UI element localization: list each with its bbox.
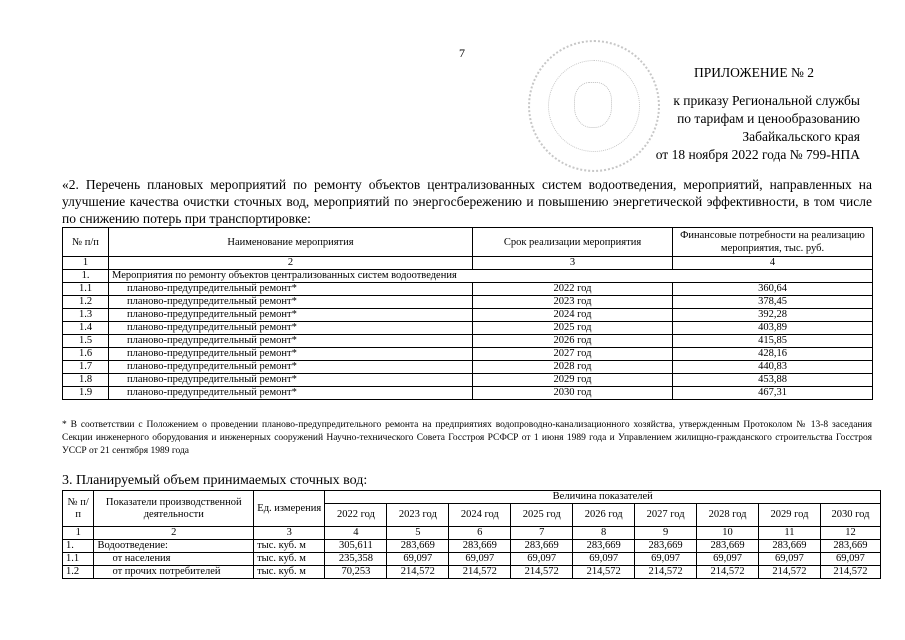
value-cell: 214,572 [820,566,880,579]
column-number: 4 [325,527,387,540]
column-number: 2 [109,257,473,270]
row-number: 1.6 [63,348,109,361]
page-number: 7 [459,46,465,60]
column-header: № п/п [63,228,109,257]
financial-amount: 392,28 [673,309,873,322]
financial-amount: 428,16 [673,348,873,361]
appendix-line: по тарифам и ценообразованию [677,111,860,126]
measure-name: планово-предупредительный ремонт* [109,361,473,374]
table-row [63,322,873,335]
table-row [63,348,873,361]
section2-heading: «2. Перечень плановых мероприятий по ремонту объектов централизованных систем водоотведения, мероприятий, направленных на улучшение качества очистки сточных вод, мероприятий по энергосбережению и повышению энергетической эффективности, в том числе по снижению потерь при транспортировке: [62,177,872,226]
column-number: 6 [449,527,511,540]
financial-amount: 415,85 [673,335,873,348]
financial-amount: 360,64 [673,283,873,296]
implementation-period: 2027 год [473,348,673,361]
value-cell: 283,669 [387,540,449,553]
value-cell: 305,611 [325,540,387,553]
value-cell: 69,097 [820,553,880,566]
row-number: 1.4 [63,322,109,335]
measure-name: планово-предупредительный ремонт* [109,374,473,387]
implementation-period: 2030 год [473,387,673,400]
value-cell: 283,669 [820,540,880,553]
measure-name: планово-предупредительный ремонт* [109,348,473,361]
column-number: 10 [697,527,759,540]
row-number: 1.3 [63,309,109,322]
column-number: 5 [387,527,449,540]
table-row [63,283,873,296]
value-cell: 235,358 [325,553,387,566]
appendix-line: к приказу Региональной службы [673,93,860,108]
value-cell: 69,097 [697,553,759,566]
value-cell: 283,669 [449,540,511,553]
column-header: Величина показателей [325,491,881,504]
table-row [63,309,873,322]
appendix-line: Забайкальского края [742,129,860,144]
value-cell: 283,669 [635,540,697,553]
column-number: 2 [94,527,254,540]
value-cell: 283,669 [759,540,821,553]
appendix-header [560,64,860,164]
year-header: 2024 год [449,504,511,527]
value-cell: 69,097 [511,553,573,566]
appendix-line: от 18 ноября 2022 года № 799-НПА [655,147,860,162]
year-header: 2026 год [573,504,635,527]
unit: тыс. куб. м [254,540,325,553]
financial-amount: 440,83 [673,361,873,374]
indicator-name: Водоотведение: [94,540,254,553]
column-header: Показатели производственной деятельности [94,491,254,527]
indicator-name: от прочих потребителей [94,566,254,579]
value-cell: 214,572 [511,566,573,579]
value-cell: 283,669 [573,540,635,553]
measure-name: планово-предупредительный ремонт* [109,296,473,309]
year-header: 2025 год [511,504,573,527]
row-number: 1.1 [63,553,94,566]
column-header: Наименование мероприятия [109,228,473,257]
unit: тыс. куб. м [254,566,325,579]
implementation-period: 2022 год [473,283,673,296]
wastewater-volume-table [62,490,881,579]
table-row [63,553,881,566]
column-number: 4 [673,257,873,270]
implementation-period: 2025 год [473,322,673,335]
table-row [63,335,873,348]
implementation-period: 2023 год [473,296,673,309]
value-cell: 69,097 [387,553,449,566]
column-number: 9 [635,527,697,540]
row-number: 1.2 [63,296,109,309]
table-row [63,540,881,553]
measure-name: планово-предупредительный ремонт* [109,322,473,335]
value-cell: 214,572 [573,566,635,579]
financial-amount: 378,45 [673,296,873,309]
repair-measures-table [62,227,873,400]
value-cell: 69,097 [573,553,635,566]
column-number: 8 [573,527,635,540]
value-cell: 214,572 [759,566,821,579]
value-cell: 214,572 [635,566,697,579]
value-cell: 214,572 [449,566,511,579]
financial-amount: 467,31 [673,387,873,400]
row-number: 1.1 [63,283,109,296]
value-cell: 70,253 [325,566,387,579]
value-cell: 214,572 [697,566,759,579]
group-number: 1. [63,270,109,283]
measure-name: планово-предупредительный ремонт* [109,309,473,322]
year-header: 2030 год [820,504,880,527]
measure-name: планово-предупредительный ремонт* [109,283,473,296]
row-number: 1.5 [63,335,109,348]
column-number: 3 [254,527,325,540]
year-header: 2023 год [387,504,449,527]
row-number: 1.8 [63,374,109,387]
year-header: 2027 год [635,504,697,527]
value-cell: 69,097 [759,553,821,566]
column-number: 1 [63,527,94,540]
indicator-name: от населения [94,553,254,566]
value-cell: 214,572 [387,566,449,579]
row-number: 1.9 [63,387,109,400]
unit: тыс. куб. м [254,553,325,566]
measure-name: планово-предупредительный ремонт* [109,387,473,400]
column-number: 7 [511,527,573,540]
section3-heading: 3. Планируемый объем принимаемых сточных вод: [62,473,368,488]
column-number: 1 [63,257,109,270]
table-row [63,374,873,387]
column-header: Ед. измерения [254,491,325,527]
implementation-period: 2028 год [473,361,673,374]
measure-name: планово-предупредительный ремонт* [109,335,473,348]
table-row [63,387,873,400]
year-header: 2028 год [697,504,759,527]
table-row [63,361,873,374]
value-cell: 69,097 [635,553,697,566]
year-header: 2022 год [325,504,387,527]
column-number: 12 [820,527,880,540]
row-number: 1. [63,540,94,553]
financial-amount: 403,89 [673,322,873,335]
column-number: 11 [759,527,821,540]
column-header: Финансовые потребности на реализацию мероприятия, тыс. руб. [673,228,873,257]
implementation-period: 2024 год [473,309,673,322]
row-number: 1.7 [63,361,109,374]
implementation-period: 2026 год [473,335,673,348]
financial-amount: 453,88 [673,374,873,387]
value-cell: 69,097 [449,553,511,566]
table-row [63,296,873,309]
value-cell: 283,669 [511,540,573,553]
appendix-title: ПРИЛОЖЕНИЕ № 2 [693,65,814,80]
row-number: 1.2 [63,566,94,579]
footnote: * В соответствии с Положением о проведении планово-предупредительного ремонта на предприятиях водопроводно-канализационного хозяйства, утвержденным Протоколом № 13-8 заседания Секции инженерного оборудования и инженерных сооружений Научно-технического Совета Госстроя РСФСР от 1 июня 1989 года и Управлением жилищно-гражданского строительства Госстроя УССР от 21 сентября 1989 года [62,420,872,456]
column-number: 3 [473,257,673,270]
group-row [63,270,873,283]
implementation-period: 2029 год [473,374,673,387]
value-cell: 283,669 [697,540,759,553]
table-row [63,566,881,579]
year-header: 2029 год [759,504,821,527]
group-name: Мероприятия по ремонту объектов централизованных систем водоотведения [109,270,873,283]
column-header: Срок реализации мероприятия [473,228,673,257]
column-header: № п/п [63,491,94,527]
